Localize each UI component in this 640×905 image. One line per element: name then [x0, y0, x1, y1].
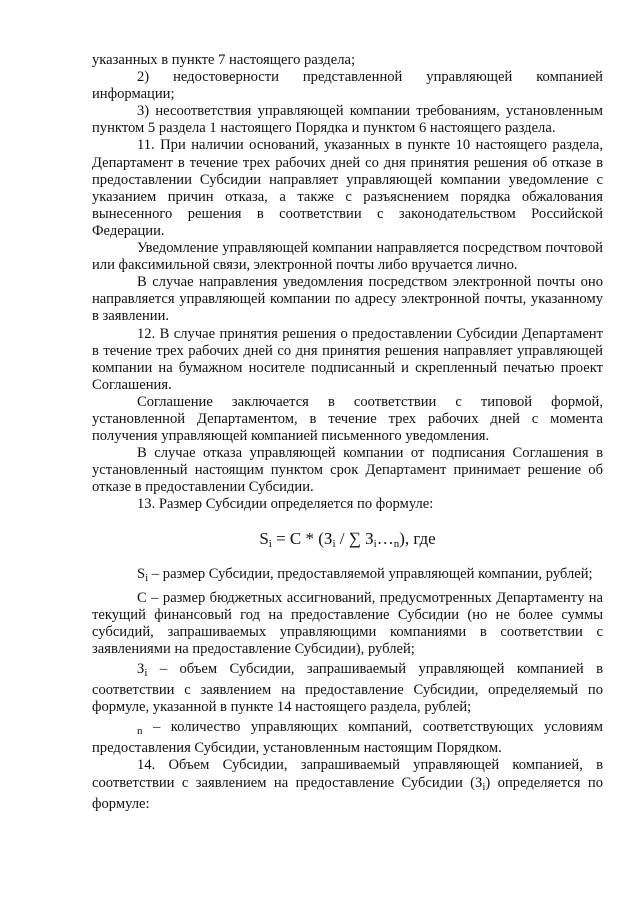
definition-zi-sub: i: [144, 667, 148, 679]
formula-sum-sub: i: [373, 537, 377, 550]
formula-sum: / ∑ З: [335, 528, 374, 548]
formula-lhs: S: [259, 528, 269, 548]
formula-tail: ), где: [399, 528, 436, 548]
paragraph-notification: Уведомление управляющей компании направляется посредством почтовой или факсимильной связи, электронной почты либо вручается лично.: [92, 240, 603, 274]
paragraph-13: 13. Размер Субсидии определяется по формуле:: [137, 496, 434, 513]
formula-z-sub: i: [332, 537, 336, 550]
definition-si: [92, 566, 603, 587]
formula-mid: = C * (З: [271, 528, 333, 548]
definition-c-symbol: С: [137, 589, 147, 606]
definition-zi-text: – объем Субсидии, запрашиваемый управляющей компанией в соответствии с заявлением на предоставление Субсидии, определяемый по формуле, указанной в пункте 14 настоящего раздела, рублей;: [92, 661, 603, 716]
paragraph-12: 12. В случае принятия решения о предоставлении Субсидии Департамент в течение трех рабочих дней со дня принятия решения направляет управляющей компании на бумажном носителе подписанный и скрепленный печатью проект Соглашения.: [92, 325, 603, 393]
definition-si-text: – размер Субсидии, предоставляемой управляющей компании, рублей;: [148, 565, 593, 582]
paragraph-11: 11. При наличии оснований, указанных в пункте 10 настоящего раздела, Департамент в течение трех рабочих дней со дня принятия решения об отказе в предоставлении Субсидии направляет управляющей компании уведомление с указанием причин отказа, а также с разъяснением порядка обжалования вынесенного решения в соответствии с законодательством Российской Федерации.: [92, 137, 603, 239]
definition-n-text: – количество управляющих компаний, соответствующих условиям предоставления Субсидии, установленным настоящим Порядком.: [92, 719, 603, 757]
definition-c: [92, 590, 603, 658]
list-item-3: 3) несоответствия управляющей компании требованиям, установленным пунктом 5 раздела 1 настоящего Порядка и пунктом 6 настоящего раздела.: [92, 103, 603, 137]
definition-zi: [92, 661, 603, 716]
formula-n-sub: n: [393, 537, 400, 550]
paragraph-agreement: Соглашение заключается в соответствии с типовой формой, установленной Департаментом, в течение трех рабочих дней с момента получения управляющей компанией письменного уведомления.: [92, 393, 603, 445]
paragraph-refusal: В случае отказа управляющей компании от подписания Соглашения в установленный настоящим пунктом срок Департамент принимает решение об отказе в предоставлении Субсидии.: [92, 445, 603, 496]
formula-dots: …: [376, 528, 394, 548]
paragraph-14: [92, 757, 603, 812]
formula-lhs-sub: i: [268, 537, 272, 550]
definition-si-symbol: S: [137, 565, 146, 582]
subsidy-formula: [92, 529, 603, 554]
paragraph-14-tail: ) определяется по формуле:: [92, 774, 603, 812]
definition-n: [92, 719, 603, 757]
paragraph-email: В случае направления уведомления посредством электронной почты оно направляется управляющей компании по адресу электронной почты, указанному в заявлении.: [92, 274, 603, 325]
definition-c-text: – размер бюджетных ассигнований, предусмотренных Департаменту на текущий финансовый год на предоставление Субсидии (но не более суммы субсидий, запрашиваемых управляющими компаниями в соответствии с заявлениями на предоставление Субсидии), рублей;: [92, 589, 603, 657]
definition-n-sub: n: [137, 725, 143, 738]
paragraph-14-sub: i: [482, 780, 486, 793]
definition-zi-symbol: З: [137, 661, 145, 677]
list-item-2: 2) недостоверности представленной управляющей компанией информации;: [92, 69, 603, 103]
paragraph-continuation: указанных в пункте 7 настоящего раздела;: [92, 52, 356, 68]
definition-si-sub: i: [145, 571, 149, 584]
paragraph-14-text: 14. Объем Субсидии, запрашиваемый управляющей компанией, в соответствии с заявлением на предоставление Субсидии (З: [92, 757, 603, 791]
